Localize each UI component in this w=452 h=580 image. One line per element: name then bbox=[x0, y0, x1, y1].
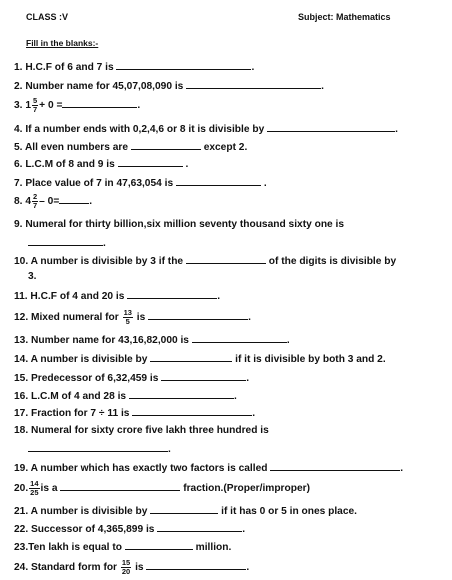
section-title: Fill in the blanks:- bbox=[26, 38, 99, 48]
question-7: 7. Place value of 7 in 47,63,054 is . bbox=[14, 178, 267, 189]
answer-blank-7[interactable] bbox=[176, 176, 261, 186]
question-11: 11. H.C.F of 4 and 20 is . bbox=[14, 291, 221, 302]
answer-blank-13[interactable] bbox=[192, 333, 287, 343]
fraction-2-7: $\frac{2}{7}$ bbox=[33, 192, 38, 210]
question-3: 3. 1 $\frac{5}{7}$ + 0 = . bbox=[14, 96, 141, 114]
question-8: 8. 4 $\frac{2}{7}$ – 0= . bbox=[14, 192, 93, 210]
fraction-13-5: $\frac{13}{5}$ bbox=[123, 308, 132, 326]
question-21: 21. A number is divisible by if it has 0 or 5 in ones place. bbox=[14, 506, 357, 517]
answer-blank-15[interactable] bbox=[161, 371, 246, 381]
question-24: 24. Standard form for $\frac{15}{20}$ is . bbox=[14, 558, 250, 576]
question-12: 12. Mixed numeral for $\frac{13}{5}$ is . bbox=[14, 308, 251, 326]
answer-blank-19[interactable] bbox=[270, 461, 400, 471]
answer-blank-21[interactable] bbox=[150, 504, 218, 514]
question-22: 22. Successor of 4,365,899 is . bbox=[14, 524, 246, 535]
question-18: 18. Numeral for sixty crore five lakh three hundred is bbox=[14, 425, 269, 436]
question-9: 9. Numeral for thirty billion,six million seventy thousand sixty one is bbox=[14, 219, 345, 230]
question-16: 16. L.C.M of 4 and 28 is . bbox=[14, 391, 237, 402]
answer-blank-3[interactable] bbox=[62, 98, 137, 108]
question-10-line2: 3. bbox=[28, 271, 37, 282]
question-18-line2: . bbox=[28, 442, 171, 456]
answer-blank-5[interactable] bbox=[131, 140, 201, 150]
answer-blank-23[interactable] bbox=[125, 540, 193, 550]
answer-blank-22[interactable] bbox=[157, 522, 242, 532]
answer-blank-18[interactable] bbox=[28, 442, 168, 452]
question-23: 23.Ten lakh is equal to million. bbox=[14, 542, 232, 553]
question-14: 14. A number is divisible by if it is divisible by both 3 and 2. bbox=[14, 354, 386, 365]
fraction-15-20: $\frac{15}{20}$ bbox=[121, 558, 131, 576]
question-1: 1. H.C.F of 6 and 7 is . bbox=[14, 62, 255, 73]
class-label: CLASS :V bbox=[26, 12, 69, 22]
answer-blank-12[interactable] bbox=[148, 310, 248, 320]
question-19: 19. A number which has exactly two factors is called . bbox=[14, 463, 404, 474]
question-9-line2: . bbox=[28, 236, 106, 250]
answer-blank-17[interactable] bbox=[132, 406, 252, 416]
answer-blank-24[interactable] bbox=[146, 560, 246, 570]
answer-blank-1[interactable] bbox=[116, 60, 251, 70]
question-15: 15. Predecessor of 6,32,459 is . bbox=[14, 373, 250, 384]
question-13: 13. Number name for 43,16,82,000 is . bbox=[14, 335, 290, 346]
answer-blank-6[interactable] bbox=[118, 157, 183, 167]
question-2: 2. Number name for 45,07,08,090 is . bbox=[14, 81, 324, 92]
answer-blank-8[interactable] bbox=[59, 194, 89, 204]
fraction-14-25: $\frac{14}{25}$ bbox=[30, 479, 39, 497]
answer-blank-11[interactable] bbox=[127, 289, 217, 299]
answer-blank-10[interactable] bbox=[186, 254, 266, 264]
question-10: 10. A number is divisible by 3 if the of the digits is divisible by bbox=[14, 256, 397, 267]
answer-blank-9[interactable] bbox=[28, 236, 103, 246]
subject-label: Subject: Mathematics bbox=[298, 12, 391, 22]
answer-blank-16[interactable] bbox=[129, 389, 234, 399]
question-17: 17. Fraction for 7 ÷ 11 is . bbox=[14, 408, 256, 419]
answer-blank-20[interactable] bbox=[60, 481, 180, 491]
answer-blank-2[interactable] bbox=[186, 79, 321, 89]
fraction-5-7: $\frac{5}{7}$ bbox=[33, 96, 38, 114]
answer-blank-4[interactable] bbox=[267, 122, 395, 132]
question-6: 6. L.C.M of 8 and 9 is . bbox=[14, 159, 189, 170]
question-4: 4. If a number ends with 0,2,4,6 or 8 it is divisible by . bbox=[14, 124, 398, 135]
question-5: 5. All even numbers are except 2. bbox=[14, 142, 248, 153]
answer-blank-14[interactable] bbox=[150, 352, 232, 362]
question-20: 20. $\frac{14}{25}$ is a fraction.(Proper/improper) bbox=[14, 479, 310, 497]
